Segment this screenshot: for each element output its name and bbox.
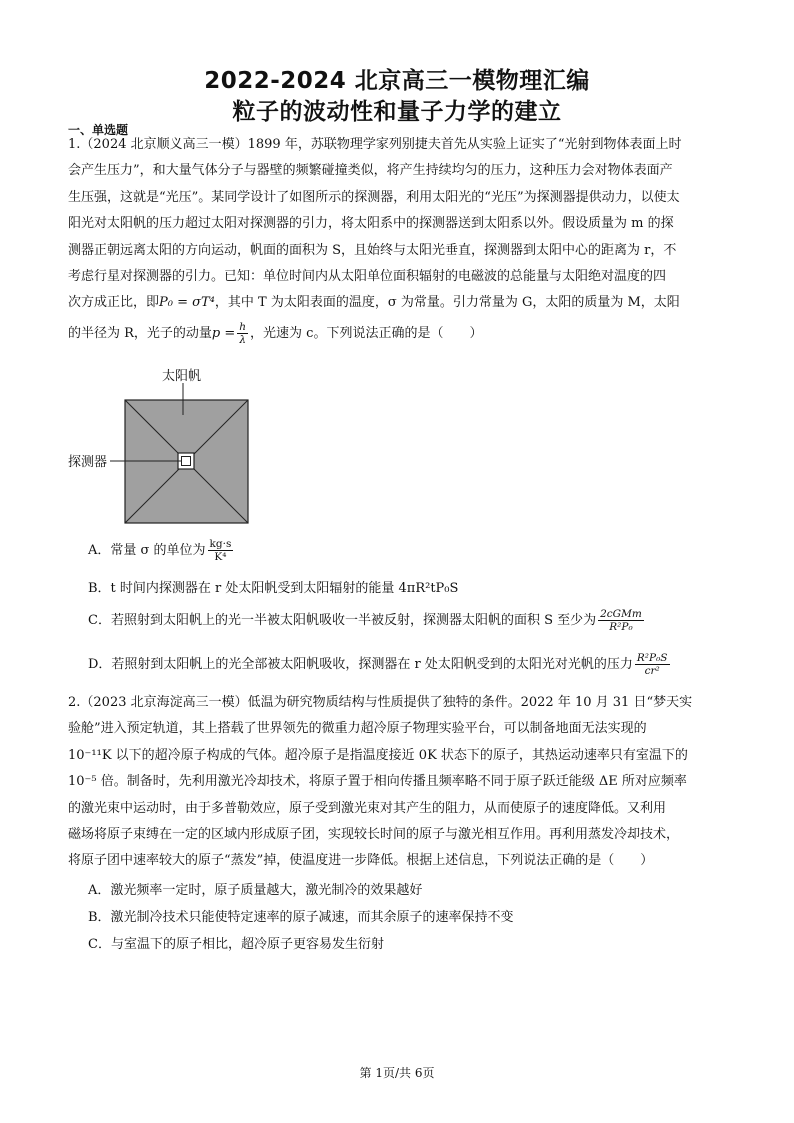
fraction-h-lambda [237,321,248,346]
q1-line-7 [68,290,724,316]
q1-option-a[interactable] [88,538,235,563]
q1-option-c[interactable] [88,608,646,633]
q2-line-5: 的激光束中运动时，由于多普勒效应，原子受到激光束对其产生的阻力，从而使原子的速度降低。又利用 [68,800,667,816]
fraction-denominator: λ [239,333,246,346]
q2-option-b[interactable]: B．激光制冷技术只能使特定速率的原子减速，而其余原子的速率保持不变 [88,910,514,925]
q2-line-7: 将原子团中速率较大的原子“蒸发”掉，使温度进一步降低。根据上述信息，下列说法正确的是（ ） [68,853,654,869]
option-a-fraction [208,538,234,563]
q1-line-1: 1.（2024 北京顺义高三一模）1899 年，苏联物理学家列别捷夫首先从实验上证实了“光射到物体表面上时 [68,137,682,152]
q2-line-3: 10⁻¹¹K 以下的超冷原子构成的气体。超冷原子是指温度接近 0K 状态下的原子，其热运动速率只有室温下的 [68,747,688,763]
fraction-numerator: R²P₀S [636,652,668,664]
option-c-fraction [598,608,644,633]
fraction-numerator: h [239,320,247,333]
formula-p0: P₀ = σT⁴ [159,295,215,311]
option-d-text: D．若照射到太阳帆上的光全部被太阳帆吸收，探测器在 r 处太阳帆受到的太阳光对光帆的压力 [88,657,633,672]
q1-line-2: 会产生压力”，和大量气体分子与器壁的频繁碰撞类似，将产生持续均匀的压力，这种压力会对物体表面产 [68,163,673,179]
q1-option-d[interactable] [88,652,672,677]
q1-line-7-post: ，其中 T 为太阳表面的温度，σ 为常量。引力常量为 G，太阳的质量为 M，太阳 [214,295,680,311]
document-title: 2022-2024 北京高三一模物理汇编 [204,68,590,94]
option-c-text: C．若照射到太阳帆上的光一半被太阳帆吸收一半被反射，探测器太阳帆的面积 S 至少为 [88,613,597,628]
q2-line-6: 磁场将原子束缚在一定的区域内形成原子团，实现较长时间的原子与激光相互作用。再利用蒸发冷却技术， [68,826,680,842]
option-a-text: A．常量 σ 的单位为 [88,543,206,558]
q1-line-8-pre: 的半径为 R，光子的动量 [68,325,212,341]
q1-line-7-pre: 次方成正比，即 [68,295,160,311]
formula-p: p = [211,325,236,341]
fraction-numerator: kg·s [209,538,232,550]
fraction-denominator: R²P₀ [609,621,633,633]
section-heading: 一、单选题 [68,123,129,137]
fraction-numerator: 2cGMm [600,608,642,620]
solar-sail-diagram [68,365,258,535]
q1-line-6: 考虑行星对探测器的引力。已知：单位时间内从太阳单位面积辐射的电磁波的总能量与太阳绝对温度的四 [68,268,667,284]
q1-option-b[interactable] [88,577,458,596]
q2-line-1: 2.（2023 北京海淀高三一模）低温为研究物质结构与性质提供了独特的条件。2022 年 10 月 31 日“梦天实 [68,695,693,710]
q1-line-3: 生压强，这就是“光压”。某同学设计了如图所示的探测器，利用太阳光的“光压”为探测器提供动力，以使太 [68,189,680,205]
q1-line-8 [68,317,724,351]
q1-line-8-post: ，光速为 c。下列说法正确的是（ ） [250,325,483,341]
q2-line-4: 10⁻⁵ 倍。制备时，先利用激光冷却技术，将原子置于相向传播且频率略不同于原子跃迁能级 ΔE 所对应频率 [68,774,687,790]
page-number: 第 1页/共 6页 [359,1066,435,1080]
document-subtitle: 粒子的波动性和量子力学的建立 [232,99,562,125]
question-1-stem [68,132,724,351]
label-probe: 探测器 [68,455,108,470]
option-b-text: B．t 时间内探测器在 r 处太阳帆受到太阳辐射的能量 4πR²tP₀S [88,581,459,596]
q2-option-c[interactable]: C．与室温下的原子相比，超冷原子更容易发生衍射 [88,937,384,952]
fraction-denominator: cr² [644,665,660,677]
q1-line-5: 测器正朝远离太阳的方向运动，帆面的面积为 S，且始终与太阳光垂直，探测器到太阳中心的距离为 r，不 [68,242,677,258]
q2-option-a[interactable]: A．激光频率一定时，原子质量越大，激光制冷的效果越好 [88,883,423,898]
option-d-fraction [635,652,670,677]
question-2-stem [68,690,724,875]
fraction-denominator: K⁴ [214,551,227,563]
q1-line-4: 阳光对太阳帆的压力超过太阳对探测器的引力，将太阳系中的探测器送到太阳系以外。假设质量为 m 的探 [68,216,674,232]
label-solar-sail: 太阳帆 [162,369,202,384]
q2-line-2: 验舱”进入预定轨道，其上搭载了世界领先的微重力超冷原子物理实验平台，可以制备地面无法实现的 [68,721,647,737]
